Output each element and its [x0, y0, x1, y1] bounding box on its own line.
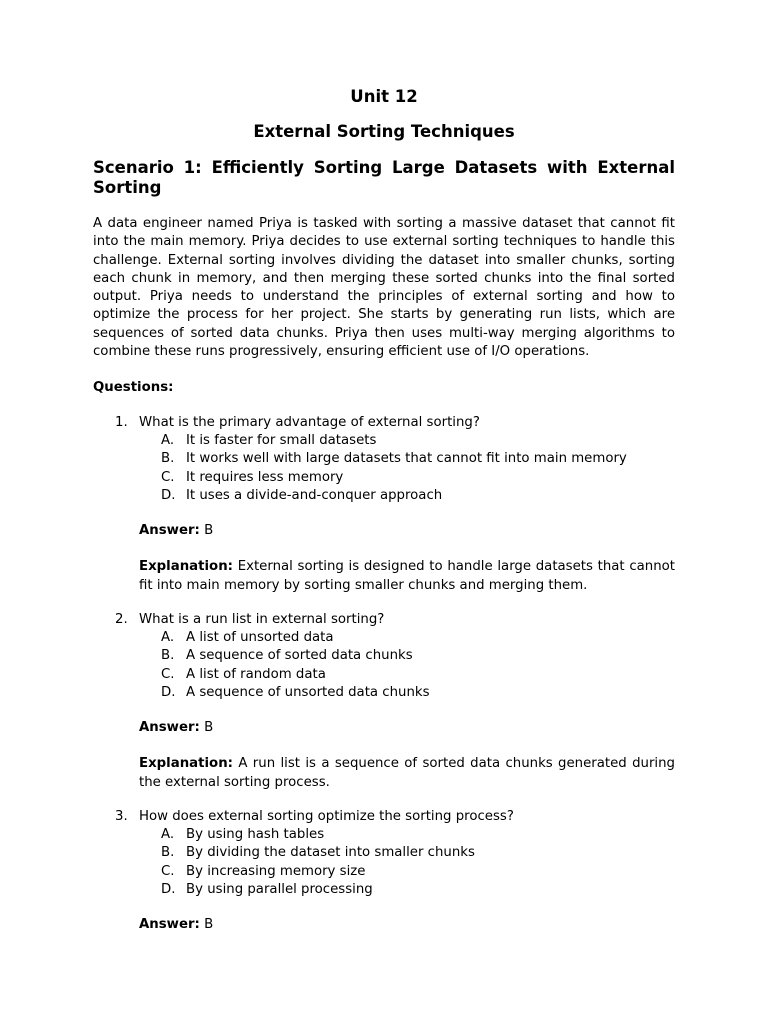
option-letter: D.: [161, 881, 176, 897]
option-letter: B.: [161, 648, 175, 664]
explanation-label: Explanation:: [139, 559, 233, 574]
option-text: By increasing memory size: [186, 863, 366, 879]
answer-value: B: [204, 720, 214, 735]
option-letter: B.: [161, 845, 175, 861]
option-letter: C.: [161, 863, 175, 879]
answer-label: Answer:: [139, 917, 200, 932]
option-letter: A.: [161, 827, 175, 843]
answer-1: [139, 522, 213, 540]
question-number: 2.: [115, 612, 128, 627]
intro-paragraph: A data engineer named Priya is tasked with sorting a massive dataset that cannot fit into the main memory. Priya decides to use external sorting techniques to handle this challenge. External sorting involves dividing the dataset into smaller chunks, sorting each chunk in memory, and then merging these sorted chunks into the final sorted output. Priya needs to understand the principles of external sorting and how to optimize the process for her project. She starts by generating run lists, which are sequences of sorted data chunks. Priya then uses multi-way merging algorithms to combine these runs progressively, ensuring efficient use of I/O operations.: [93, 216, 675, 360]
option-letter: A.: [161, 630, 175, 646]
answer-value: B: [204, 523, 214, 538]
explanation-text: A run list is a sequence of sorted data chunks generated during the external sorting process.: [139, 756, 675, 790]
option-text: It is faster for small datasets: [186, 433, 377, 449]
option-letter: D.: [161, 487, 176, 503]
answer-label: Answer:: [139, 523, 200, 538]
answer-value: B: [204, 917, 214, 932]
option-text: By using hash tables: [186, 827, 325, 843]
explanation-text: External sorting is designed to handle large datasets that cannot fit into main memory by sorting smaller chunks and merging them.: [139, 559, 675, 593]
question-text: What is a run list in external sorting?: [139, 612, 385, 627]
questions-heading: Questions:: [93, 380, 174, 395]
answer-3: [139, 916, 213, 934]
option-letter: C.: [161, 666, 175, 682]
option-letter: C.: [161, 469, 175, 485]
explanation-2: [139, 754, 675, 792]
scenario-title: Scenario 1: Efficiently Sorting Large Datasets with External Sorting: [93, 158, 675, 197]
question-text: How does external sorting optimize the sorting process?: [139, 809, 514, 824]
question-number: 1.: [115, 415, 128, 430]
option-letter: D.: [161, 684, 176, 700]
unit-title: Unit 12: [350, 87, 418, 106]
answer-label: Answer:: [139, 720, 200, 735]
option-text: By using parallel processing: [186, 881, 373, 897]
chapter-title: External Sorting Techniques: [253, 122, 515, 141]
option-text: A sequence of unsorted data chunks: [186, 684, 430, 700]
explanation-label: Explanation:: [139, 756, 233, 771]
option-text: It requires less memory: [186, 469, 344, 485]
option-text: A sequence of sorted data chunks: [186, 648, 413, 664]
option-letter: A.: [161, 433, 175, 449]
option-letter: B.: [161, 451, 175, 467]
question-text: What is the primary advantage of external sorting?: [139, 415, 480, 430]
option-text: It uses a divide-and-conquer approach: [186, 487, 443, 503]
option-text: It works well with large datasets that cannot fit into main memory: [186, 451, 627, 467]
question-number: 3.: [115, 809, 128, 824]
explanation-1: [139, 557, 675, 595]
option-text: A list of unsorted data: [186, 630, 334, 646]
option-text: A list of random data: [186, 666, 326, 682]
option-text: By dividing the dataset into smaller chunks: [186, 845, 475, 861]
answer-2: [139, 719, 213, 737]
